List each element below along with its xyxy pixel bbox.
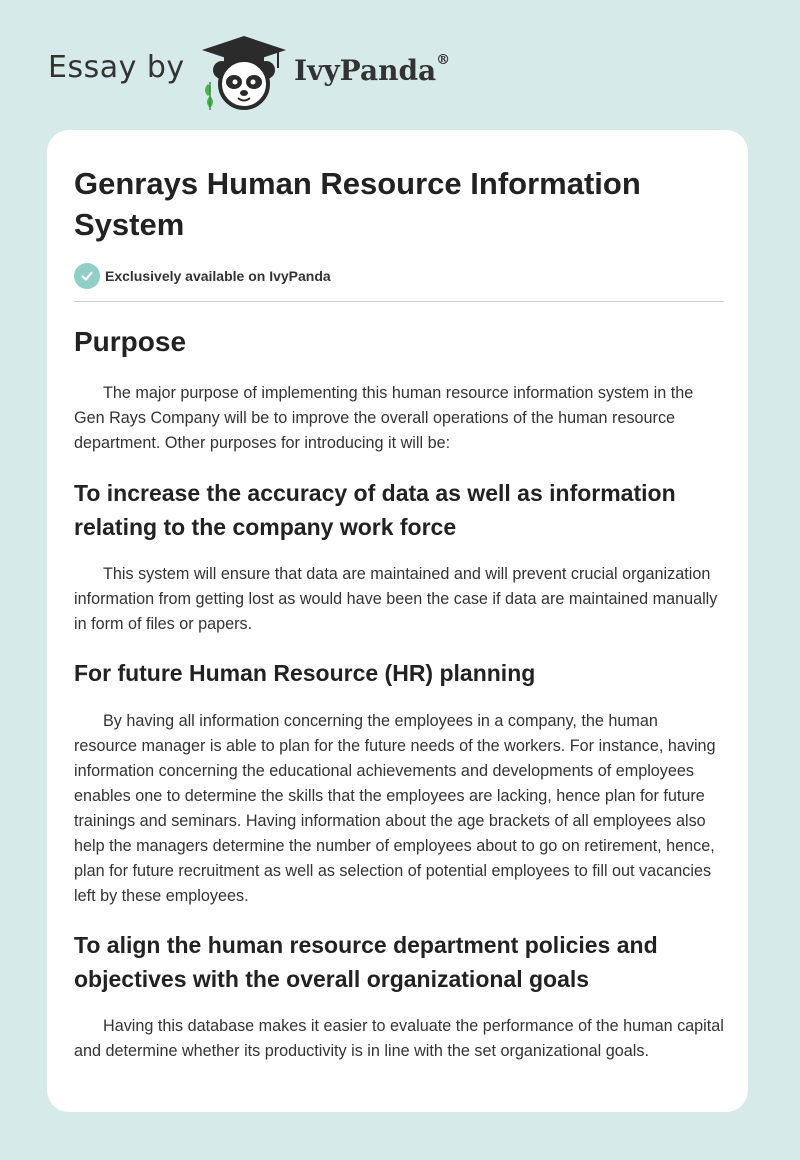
divider bbox=[74, 301, 724, 302]
paragraph-purpose: The major purpose of implementing this human resource information system in the Gen Rays Company will be to improve the overall operations of the human resource department. Other purposes for introducing it will be: bbox=[74, 384, 694, 452]
article-card bbox=[47, 130, 748, 1112]
article-title: Genrays Human Resource Information System bbox=[74, 166, 641, 242]
badge-label: Exclusively available on IvyPanda bbox=[105, 268, 331, 284]
brand-name[interactable]: IvyPanda® bbox=[294, 52, 451, 87]
article-content bbox=[74, 163, 724, 1064]
section-heading-accuracy: To increase the accuracy of data as well as information relating to the company work force bbox=[74, 480, 676, 540]
panda-graduate-icon[interactable] bbox=[198, 34, 290, 110]
paragraph-accuracy: This system will ensure that data are maintained and will prevent crucial organization information from getting lost as would have been the case if data are maintained manually in form of files or papers. bbox=[74, 565, 718, 633]
site-header bbox=[0, 0, 800, 130]
section-heading-hr-planning: For future Human Resource (HR) planning bbox=[74, 660, 536, 686]
section-heading-align: To align the human resource department policies and objectives with the overall organizational goals bbox=[74, 932, 658, 992]
check-circle-icon bbox=[74, 263, 100, 289]
section-heading-purpose: Purpose bbox=[74, 326, 187, 357]
registered-mark: ® bbox=[436, 52, 451, 68]
essay-by-label: Essay by bbox=[48, 50, 185, 85]
paragraph-hr-planning: By having all information concerning the employees in a company, the human resource manager is able to plan for the future needs of the workers. For instance, having information concerning the educational achievements and developments of employees enables one to determine the skills that the employees are lacking, hence plan for future trainings and seminars. Having information about the age brackets of all employees also help the managers determine the number of employees about to go on retirement, hence, plan for future recruitment as well as selection of potential employees to fill out vacancies left by these employees. bbox=[74, 712, 716, 905]
exclusive-badge bbox=[74, 262, 724, 290]
paragraph-align: Having this database makes it easier to evaluate the performance of the human capital and determine whether its productivity is in line with the set organizational goals. bbox=[74, 1017, 724, 1060]
